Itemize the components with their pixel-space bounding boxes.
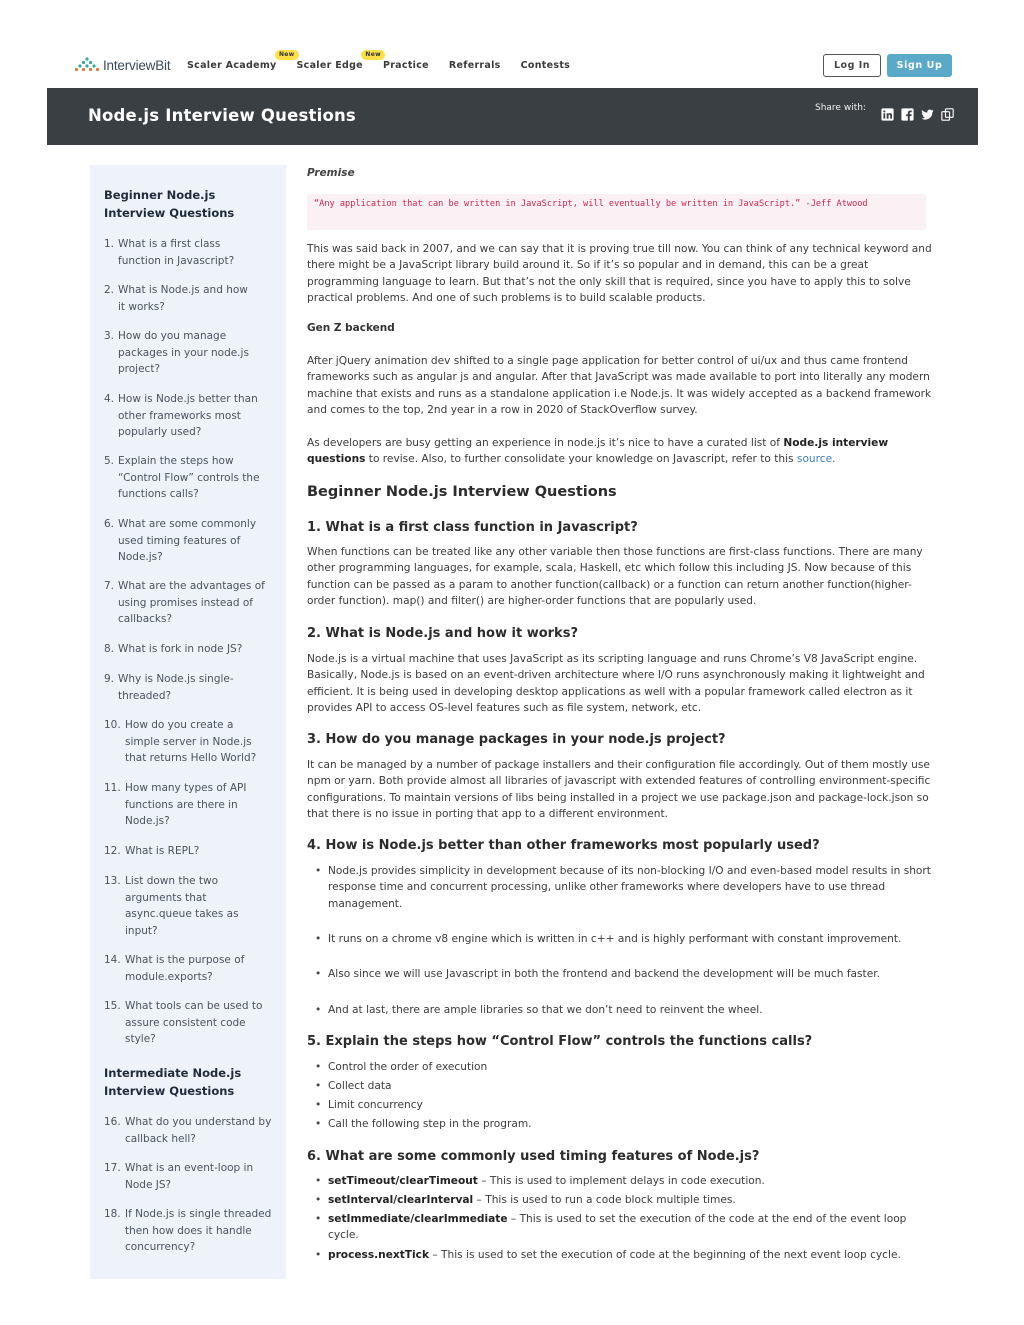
question-5-bullet: • Call the following step in the program.	[315, 1116, 937, 1132]
toc-item-number: 6.	[104, 518, 115, 530]
genz-heading: Gen Z backend	[307, 322, 395, 334]
timing-function-name: process.nextTick	[328, 1249, 429, 1261]
interviewbit-logo[interactable]	[74, 57, 170, 73]
toc-item-15[interactable]	[104, 998, 276, 1048]
timing-function-name: setInterval/clearInterval	[328, 1194, 474, 1206]
linkedin-icon[interactable]	[881, 108, 894, 121]
question-3-title: 3. How do you manage packages in your node.js project?	[307, 732, 726, 747]
question-6-bullet	[315, 1192, 937, 1208]
curated-text-end: .	[832, 453, 836, 466]
toc-item-text: How many types of API functions are there in Node.js?	[125, 782, 247, 827]
nav-label: Scaler Edge	[296, 60, 363, 71]
nav-label: Practice	[382, 60, 429, 71]
toc-item-4[interactable]	[104, 391, 266, 441]
question-5-bullet: • Control the order of execution	[315, 1059, 937, 1075]
toc-item-text: How do you manage packages in your node.js project?	[118, 330, 249, 375]
curated-bold-text: Node.js interview questions	[307, 437, 889, 466]
toc-heading-beginner[interactable]: Beginner Node.js Interview Questions	[104, 188, 235, 220]
twitter-icon[interactable]	[921, 108, 934, 121]
toc-item-text: What is fork in node JS?	[118, 643, 243, 655]
toc-item-text: List down the two arguments that async.queue takes as input?	[125, 875, 239, 937]
toc-item-text: What is REPL?	[125, 845, 200, 857]
nav-label: Referrals	[448, 60, 501, 71]
toc-item-text: If Node.js is single threaded then how does it handle concurrency?	[125, 1208, 272, 1253]
toc-item-number: 16.	[104, 1116, 121, 1128]
intro-paragraph: This was said back in 2007, and we can say that it is proving true till now. You can think of any technical keyword and there might be a JavaScript library build around it. So if it’s so popular and in demand, this can be a great programming language to learn. But that’s not the only skill that is required, since you have to apply this to solve practical problems. And one of such problems is to build scalable products.	[307, 243, 932, 305]
toc-item-12[interactable]	[104, 843, 274, 860]
toc-item-number: 13.	[104, 875, 121, 887]
toc-item-number: 11.	[104, 782, 121, 794]
logo-mark-icon	[74, 57, 100, 73]
toc-item-16[interactable]	[104, 1114, 274, 1147]
toc-item-text: How do you create a simple server in Node.js that returns Hello World?	[125, 719, 257, 764]
toc-item-text: What are the advantages of using promises instead of callbacks?	[118, 580, 265, 625]
curated-paragraph	[307, 435, 937, 468]
question-4-bullet: • It runs on a chrome v8 engine which is written in c++ and is highly performant with constant improvement.	[315, 931, 937, 947]
toc-item-14[interactable]	[104, 952, 264, 985]
toc-item-number: 15.	[104, 1000, 121, 1012]
timing-function-desc: – This is used to set the execution of code at the beginning of the next event loop cycle.	[429, 1249, 901, 1261]
toc-item-number: 4.	[104, 393, 115, 405]
timing-function-desc: – This is used to implement delays in code execution.	[477, 1175, 765, 1187]
toc-item-number: 1.	[104, 238, 115, 250]
nav-referrals[interactable]	[449, 60, 501, 71]
question-5-bullet: • Limit concurrency	[315, 1097, 937, 1113]
copy-link-icon[interactable]	[941, 108, 954, 121]
timing-function-desc: – This is used to set the execution of the code at the end of the event loop cycle.	[328, 1213, 907, 1242]
nav-scaler-edge[interactable]	[296, 51, 381, 71]
toc-item-3[interactable]	[104, 328, 266, 378]
toc-item-text: What do you understand by callback hell?	[125, 1116, 272, 1145]
timing-function-desc: – This is used to run a code block multiple times.	[473, 1194, 736, 1206]
toc-item-17[interactable]	[104, 1160, 266, 1193]
question-1-answer: When functions can be treated like any other variable then those functions are first-class functions. There are many other programming languages, for example, scala, Haskell, etc which follow this including JS. Now because of this function can be passed as a param to another function(callback) or a function can return another function(higher-order function). map() and filter() are higher-order functions that are popularly used.	[307, 546, 923, 608]
timing-function-name: setImmediate/clearImmediate	[328, 1213, 508, 1225]
toc-item-text: What is the purpose of module.exports?	[125, 954, 245, 983]
toc-item-6[interactable]	[104, 516, 266, 566]
toc-item-13[interactable]	[104, 873, 254, 939]
toc-item-number: 10.	[104, 719, 121, 731]
toc-item-number: 3.	[104, 330, 115, 342]
timing-function-name: setTimeout/clearTimeout	[328, 1175, 478, 1187]
toc-item-2[interactable]	[104, 282, 254, 315]
top-navbar	[0, 0, 1024, 88]
login-button[interactable]: Log In	[823, 54, 881, 77]
question-4-title: 4. How is Node.js better than other frameworks most popularly used?	[307, 838, 820, 853]
toc-sidebar	[90, 165, 286, 1279]
question-4-bullet: • Node.js provides simplicity in development because of its non-blocking I/O and even-based model results in short response time and concurrent processing, unlike other frameworks where developers have to use thread management.	[315, 863, 937, 912]
source-link[interactable]: source	[796, 453, 833, 466]
signup-button[interactable]: Sign Up	[887, 54, 952, 77]
question-2-title: 2. What is Node.js and how it works?	[307, 626, 578, 641]
toc-item-9[interactable]	[104, 671, 254, 704]
nav-label: Contests	[520, 60, 571, 71]
toc-heading-intermediate[interactable]: Intermediate Node.js Interview Questions	[104, 1066, 242, 1098]
quote-text: “Any application that can be written in JavaScript, will eventually be written in JavaScript.” -Jeff Atwood	[314, 199, 868, 209]
toc-item-text: How is Node.js better than other frameworks most popularly used?	[118, 393, 258, 438]
toc-item-number: 14.	[104, 954, 121, 966]
logo-text: InterviewBit	[103, 57, 171, 73]
title-banner	[47, 88, 978, 145]
quote-block	[307, 194, 926, 230]
facebook-icon[interactable]	[901, 108, 914, 121]
question-4-bullet: • And at last, there are ample libraries so that we don’t need to reinvent the wheel.	[315, 1002, 937, 1018]
question-3-answer: It can be managed by a number of package installers and their configuration file accordingly. Out of them mostly use npm or yarn. Both provide almost all libraries of javascript with extended features of controlling environment-specific configurations. To maintain versions of libs being installed in a project we use package.json and package-lock.json so that there is no issue in porting that app to a different environment.	[307, 759, 931, 821]
question-2-answer: Node.js is a virtual machine that uses JavaScript as its scripting language and runs Chrome’s V8 JavaScript engine. Basically, Node.js is based on an event-driven architecture where I/O runs asynchronously making it lightweight and efficient. It is being used in developing desktop applications as well with a popular framework called electron as it provides API to access OS-level features such as file system, network, etc.	[307, 653, 925, 715]
toc-item-11[interactable]	[104, 780, 264, 830]
curated-text-mid: to revise. Also, to further consolidate your knowledge on Javascript, refer to this	[365, 453, 797, 466]
toc-item-number: 12.	[104, 845, 121, 857]
toc-item-10[interactable]	[104, 717, 268, 767]
toc-item-number: 8.	[104, 643, 115, 655]
page-title: Node.js Interview Questions	[88, 106, 356, 125]
nav-contests[interactable]	[521, 60, 571, 71]
new-badge: New	[275, 50, 299, 60]
toc-item-number: 5.	[104, 455, 115, 467]
question-6-title: 6. What are some commonly used timing features of Node.js?	[307, 1149, 760, 1164]
question-4-bullet: • Also since we will use Javascript in both the frontend and backend the development will be much faster.	[315, 966, 937, 982]
toc-item-text: What is Node.js and how it works?	[118, 284, 248, 313]
toc-item-number: 17.	[104, 1162, 121, 1174]
toc-item-text: What is an event-loop in Node JS?	[125, 1162, 254, 1191]
share-icons	[881, 108, 961, 121]
nav-scaler-academy[interactable]	[187, 51, 295, 71]
toc-item-text: What are some commonly used timing features of Node.js?	[118, 518, 257, 563]
toc-item-8[interactable]	[104, 641, 274, 658]
toc-item-number: 9.	[104, 673, 115, 685]
toc-item-number: 7.	[104, 580, 115, 592]
toc-item-text: What tools can be used to assure consistent code style?	[125, 1000, 263, 1045]
toc-item-number: 18.	[104, 1208, 121, 1220]
section-title-beginner: Beginner Node.js Interview Questions	[307, 484, 617, 500]
toc-item-5[interactable]	[104, 453, 266, 503]
nav-label: Scaler Academy	[187, 60, 277, 71]
nav-links	[187, 51, 590, 71]
toc-item-text: Explain the steps how “Control Flow” controls the functions calls?	[118, 455, 260, 500]
toc-item-18[interactable]	[104, 1206, 272, 1256]
question-5-bullet: • Collect data	[315, 1078, 937, 1094]
toc-item-7[interactable]	[104, 578, 274, 628]
genz-paragraph: After jQuery animation dev shifted to a single page application for better control of ui/ux and thus came frontend frameworks such as angular js and angular. After that JavaScript was made available to port into literally any modern machine that exists and runs as a standalone application i.e Node.js. It was widely accepted as a backend framework and comes to the top, 2nd year in a row in 2020 of StackOverflow survey.	[307, 355, 932, 417]
share-label: Share with:	[815, 103, 866, 113]
toc-item-1[interactable]	[104, 236, 264, 269]
curated-text-start: As developers are busy getting an experience in node.js it’s nice to have a curated list of	[307, 437, 784, 449]
question-6-bullet	[315, 1247, 937, 1263]
toc-item-text: Why is Node.js single-threaded?	[118, 673, 234, 702]
question-5-title: 5. Explain the steps how “Control Flow” controls the functions calls?	[307, 1034, 813, 1049]
toc-item-text: What is a first class function in Javascript?	[118, 238, 235, 267]
toc-item-number: 2.	[104, 284, 115, 296]
question-1-title: 1. What is a first class function in Javascript?	[307, 520, 638, 535]
nav-practice[interactable]	[383, 60, 429, 71]
question-6-bullet	[315, 1211, 937, 1244]
question-6-bullet	[315, 1173, 937, 1189]
premise-label: Premise	[307, 167, 355, 179]
new-badge: New	[361, 50, 385, 60]
